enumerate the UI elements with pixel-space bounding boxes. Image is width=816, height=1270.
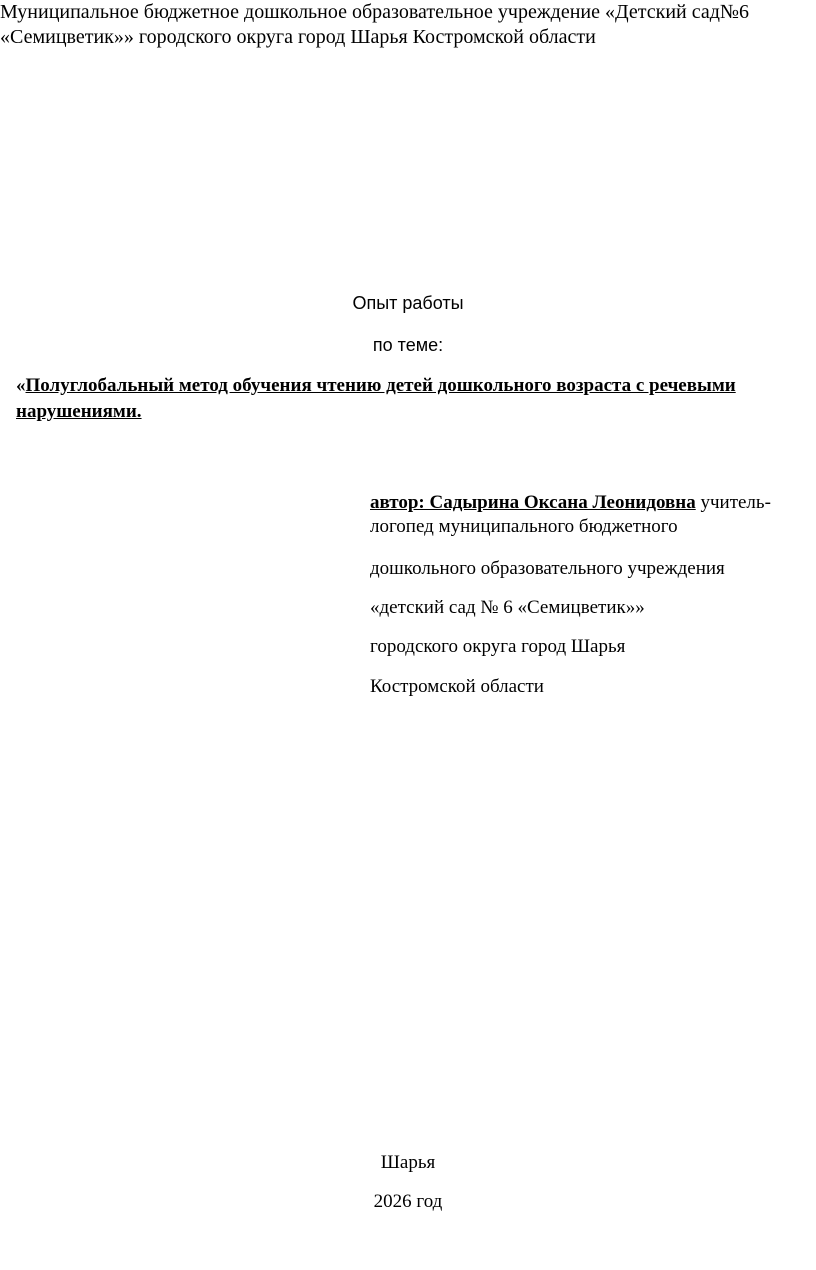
- topic-text: Полуглобальный метод обучения чтению детей дошкольного возраста с речевыми нарушениями.: [16, 375, 736, 422]
- author-name: автор: Садырина Оксана Леонидовна: [370, 492, 696, 513]
- institution-header: Муниципальное бюджетное дошкольное образовательное учреждение «Детский сад№6 «Семицветик»» городского округа город Шарья Костромской области: [0, 1, 750, 48]
- author-block: [370, 491, 816, 539]
- author-role: учитель-логопед муниципального бюджетного: [370, 492, 771, 537]
- author-kindergarten-line: «детский сад № 6 «Семицветик»»: [370, 597, 645, 618]
- topic-open-quote: «: [16, 375, 26, 396]
- title-subject: по теме:: [372, 335, 444, 355]
- author-city-line: городского округа город Шарья: [370, 636, 626, 657]
- footer-year: 2026 год: [373, 1191, 443, 1212]
- topic-title: [16, 373, 816, 425]
- footer-city: Шарья: [380, 1152, 436, 1173]
- title-experience: Опыт работы: [352, 293, 464, 313]
- author-institution-line: дошкольного образовательного учреждения: [370, 558, 725, 579]
- author-region-line: Костромской области: [370, 676, 544, 697]
